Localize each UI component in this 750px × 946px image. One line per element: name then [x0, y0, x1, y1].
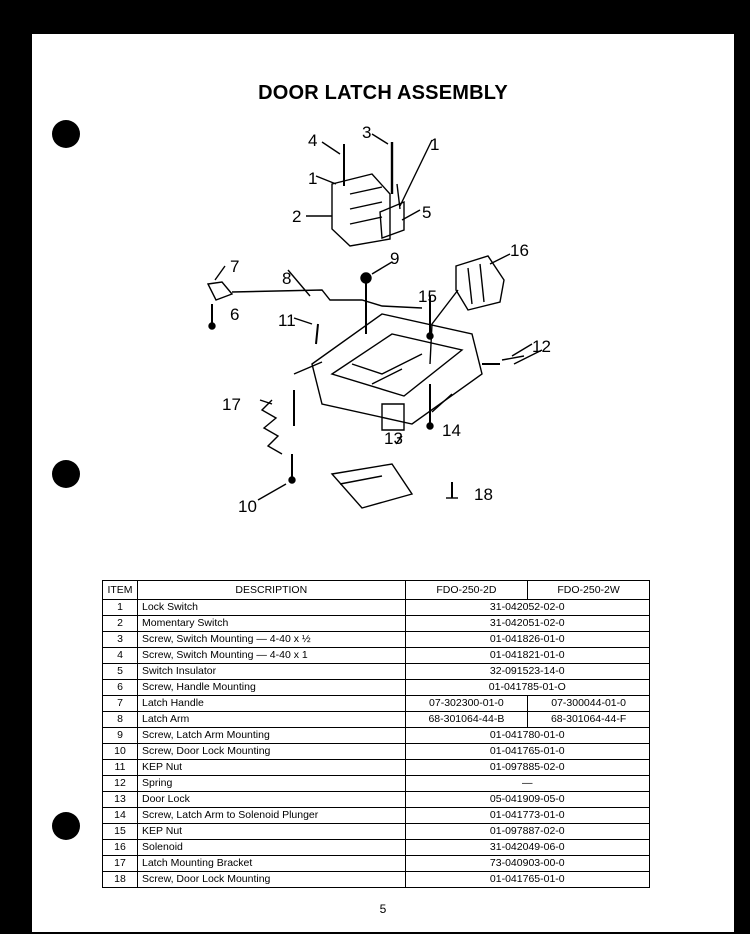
- item-description: Latch Mounting Bracket: [138, 856, 406, 872]
- item-number: 10: [103, 744, 138, 760]
- part-number: 01-097885-02-0: [405, 760, 649, 776]
- parts-table-body: [103, 600, 650, 888]
- table-header-row: [103, 581, 650, 600]
- table-row: [103, 808, 650, 824]
- table-row: [103, 600, 650, 616]
- callout-4: 4: [308, 131, 318, 150]
- item-number: 16: [103, 840, 138, 856]
- table-row: [103, 744, 650, 760]
- table-row: [103, 680, 650, 696]
- item-description: Screw, Latch Arm to Solenoid Plunger: [138, 808, 406, 824]
- item-description: Lock Switch: [138, 600, 406, 616]
- item-number: 17: [103, 856, 138, 872]
- part-number: 73-040903-00-0: [405, 856, 649, 872]
- part-number-2w: 07-300044-01-0: [528, 696, 650, 712]
- item-description: Screw, Switch Mounting — 4-40 x 1: [138, 648, 406, 664]
- callout-12: 12: [532, 337, 551, 356]
- item-number: 11: [103, 760, 138, 776]
- part-number: 01-041821-01-0: [405, 648, 649, 664]
- bottom-margin: [0, 934, 750, 946]
- header-description: DESCRIPTION: [138, 581, 406, 600]
- table-row: [103, 712, 650, 728]
- table-row: [103, 840, 650, 856]
- callout-1-right: 1: [430, 135, 440, 154]
- item-description: Solenoid: [138, 840, 406, 856]
- item-description: Switch Insulator: [138, 664, 406, 680]
- item-description: Door Lock: [138, 792, 406, 808]
- table-row: [103, 824, 650, 840]
- callout-16: 16: [510, 241, 529, 260]
- table-row: [103, 616, 650, 632]
- item-description: Screw, Door Lock Mounting: [138, 744, 406, 760]
- table-row: [103, 856, 650, 872]
- item-number: 4: [103, 648, 138, 664]
- part-number: 01-041765-01-0: [405, 872, 649, 888]
- part-number: 01-041785-01-O: [405, 680, 649, 696]
- item-description: Spring: [138, 776, 406, 792]
- callout-13: 13: [384, 429, 403, 448]
- parts-table: [102, 580, 650, 888]
- table-row: [103, 632, 650, 648]
- callout-1-left: 1: [308, 169, 318, 188]
- part-number: 01-041773-01-0: [405, 808, 649, 824]
- table-row: [103, 792, 650, 808]
- callout-14: 14: [442, 421, 461, 440]
- item-number: 2: [103, 616, 138, 632]
- part-number: 01-097887-02-0: [405, 824, 649, 840]
- callout-3: 3: [362, 123, 372, 142]
- callout-17: 17: [222, 395, 241, 414]
- part-number: 31-042052-02-0: [405, 600, 649, 616]
- page-number: 5: [379, 902, 387, 916]
- binder-hole-bottom: [52, 812, 80, 840]
- callout-10: 10: [238, 497, 257, 516]
- item-number: 14: [103, 808, 138, 824]
- document-page: [32, 34, 734, 932]
- item-description: Latch Arm: [138, 712, 406, 728]
- callout-8: 8: [282, 269, 292, 288]
- item-description: Momentary Switch: [138, 616, 406, 632]
- callout-6: 6: [230, 305, 240, 324]
- exploded-diagram: [32, 34, 734, 574]
- callout-9: 9: [390, 249, 400, 268]
- part-number: 01-041765-01-0: [405, 744, 649, 760]
- item-description: Screw, Latch Arm Mounting: [138, 728, 406, 744]
- item-description: Screw, Door Lock Mounting: [138, 872, 406, 888]
- table-row: [103, 728, 650, 744]
- part-number: 32-091523-14-0: [405, 664, 649, 680]
- callout-2: 2: [292, 207, 302, 226]
- table-row: [103, 664, 650, 680]
- item-number: 12: [103, 776, 138, 792]
- item-description: Latch Handle: [138, 696, 406, 712]
- callout-18: 18: [474, 485, 493, 504]
- part-number-2d: 68-301064-44-B: [405, 712, 528, 728]
- table-row: [103, 648, 650, 664]
- part-number: 01-041780-01-0: [405, 728, 649, 744]
- part-number: 31-042049-06-0: [405, 840, 649, 856]
- item-number: 13: [103, 792, 138, 808]
- item-number: 9: [103, 728, 138, 744]
- part-number-2w: 68-301064-44-F: [528, 712, 650, 728]
- item-number: 15: [103, 824, 138, 840]
- callout-15: 15: [418, 287, 437, 306]
- item-description: Screw, Handle Mounting: [138, 680, 406, 696]
- item-description: Screw, Switch Mounting — 4-40 x ½: [138, 632, 406, 648]
- table-row: [103, 760, 650, 776]
- table-row: [103, 696, 650, 712]
- item-number: 18: [103, 872, 138, 888]
- item-number: 5: [103, 664, 138, 680]
- callout-7: 7: [230, 257, 240, 276]
- header-fdo-250-2w: FDO-250-2W: [528, 581, 650, 600]
- callout-11: 11: [278, 311, 296, 330]
- item-number: 1: [103, 600, 138, 616]
- item-number: 7: [103, 696, 138, 712]
- item-number: 8: [103, 712, 138, 728]
- item-description: KEP Nut: [138, 760, 406, 776]
- header-fdo-250-2d: FDO-250-2D: [405, 581, 528, 600]
- page-title: DOOR LATCH ASSEMBLY: [258, 82, 508, 104]
- item-number: 6: [103, 680, 138, 696]
- callout-5: 5: [422, 203, 432, 222]
- part-number: —: [405, 776, 649, 792]
- part-number: 31-042051-02-0: [405, 616, 649, 632]
- table-row: [103, 776, 650, 792]
- callout-labels: [222, 123, 551, 516]
- header-item: ITEM: [103, 581, 138, 600]
- item-description: KEP Nut: [138, 824, 406, 840]
- table-row: [103, 872, 650, 888]
- item-number: 3: [103, 632, 138, 648]
- part-number-2d: 07-302300-01-0: [405, 696, 528, 712]
- part-number: 01-041826-01-0: [405, 632, 649, 648]
- part-number: 05-041909-05-0: [405, 792, 649, 808]
